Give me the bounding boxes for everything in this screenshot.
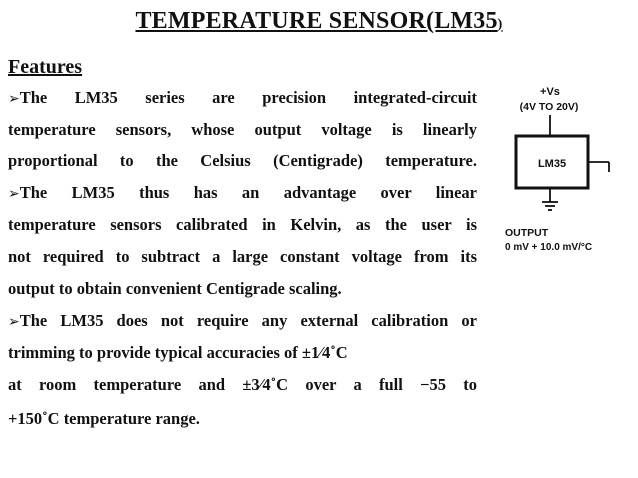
- text-line: at room temperature and ±3⁄4˚C over a full −55 to: [8, 375, 477, 394]
- bullet-arrow-icon: ➢: [8, 314, 20, 330]
- bullet-line: [8, 311, 477, 332]
- title-text: TEMPERATURE SENSOR(LM35: [135, 8, 498, 34]
- title-paren: ): [497, 17, 503, 32]
- output-scale: 0 mV + 10.0 mV/°C: [505, 242, 593, 253]
- output-label: OUTPUT: [505, 227, 549, 239]
- supply-label: +Vs: [540, 86, 560, 98]
- line-text: The LM35 series are precision integrated-circuit: [19, 88, 477, 107]
- text-line: proportional to the Celsius (Centigrade) temperature.: [8, 151, 477, 170]
- text-line: temperature sensors calibrated in Kelvin, as the user is: [8, 215, 477, 234]
- bullet-arrow-icon: ➢: [8, 91, 20, 107]
- bullet-line: [8, 88, 477, 109]
- text-line: trimming to provide typical accuracies of ±1⁄4˚C: [8, 343, 348, 362]
- features-heading: Features: [8, 56, 83, 78]
- bullet-line: [8, 183, 477, 204]
- slide-title: [0, 8, 638, 35]
- chip-label: LM35: [537, 158, 567, 170]
- text-line: not required to subtract a large constant voltage from its: [8, 247, 477, 266]
- line-text: The LM35 thus has an advantage over linear: [19, 183, 477, 202]
- lm35-circuit-diagram: [505, 84, 635, 264]
- text-line: +150˚C temperature range.: [8, 409, 200, 428]
- text-line: temperature sensors, whose output voltage is linearly: [8, 120, 477, 139]
- bullet-arrow-icon: ➢: [8, 186, 20, 202]
- text-line: output to obtain convenient Centigrade scaling.: [8, 279, 342, 298]
- supply-range: (4V TO 20V): [519, 101, 579, 113]
- line-text: The LM35 does not require any external calibration or: [19, 311, 477, 330]
